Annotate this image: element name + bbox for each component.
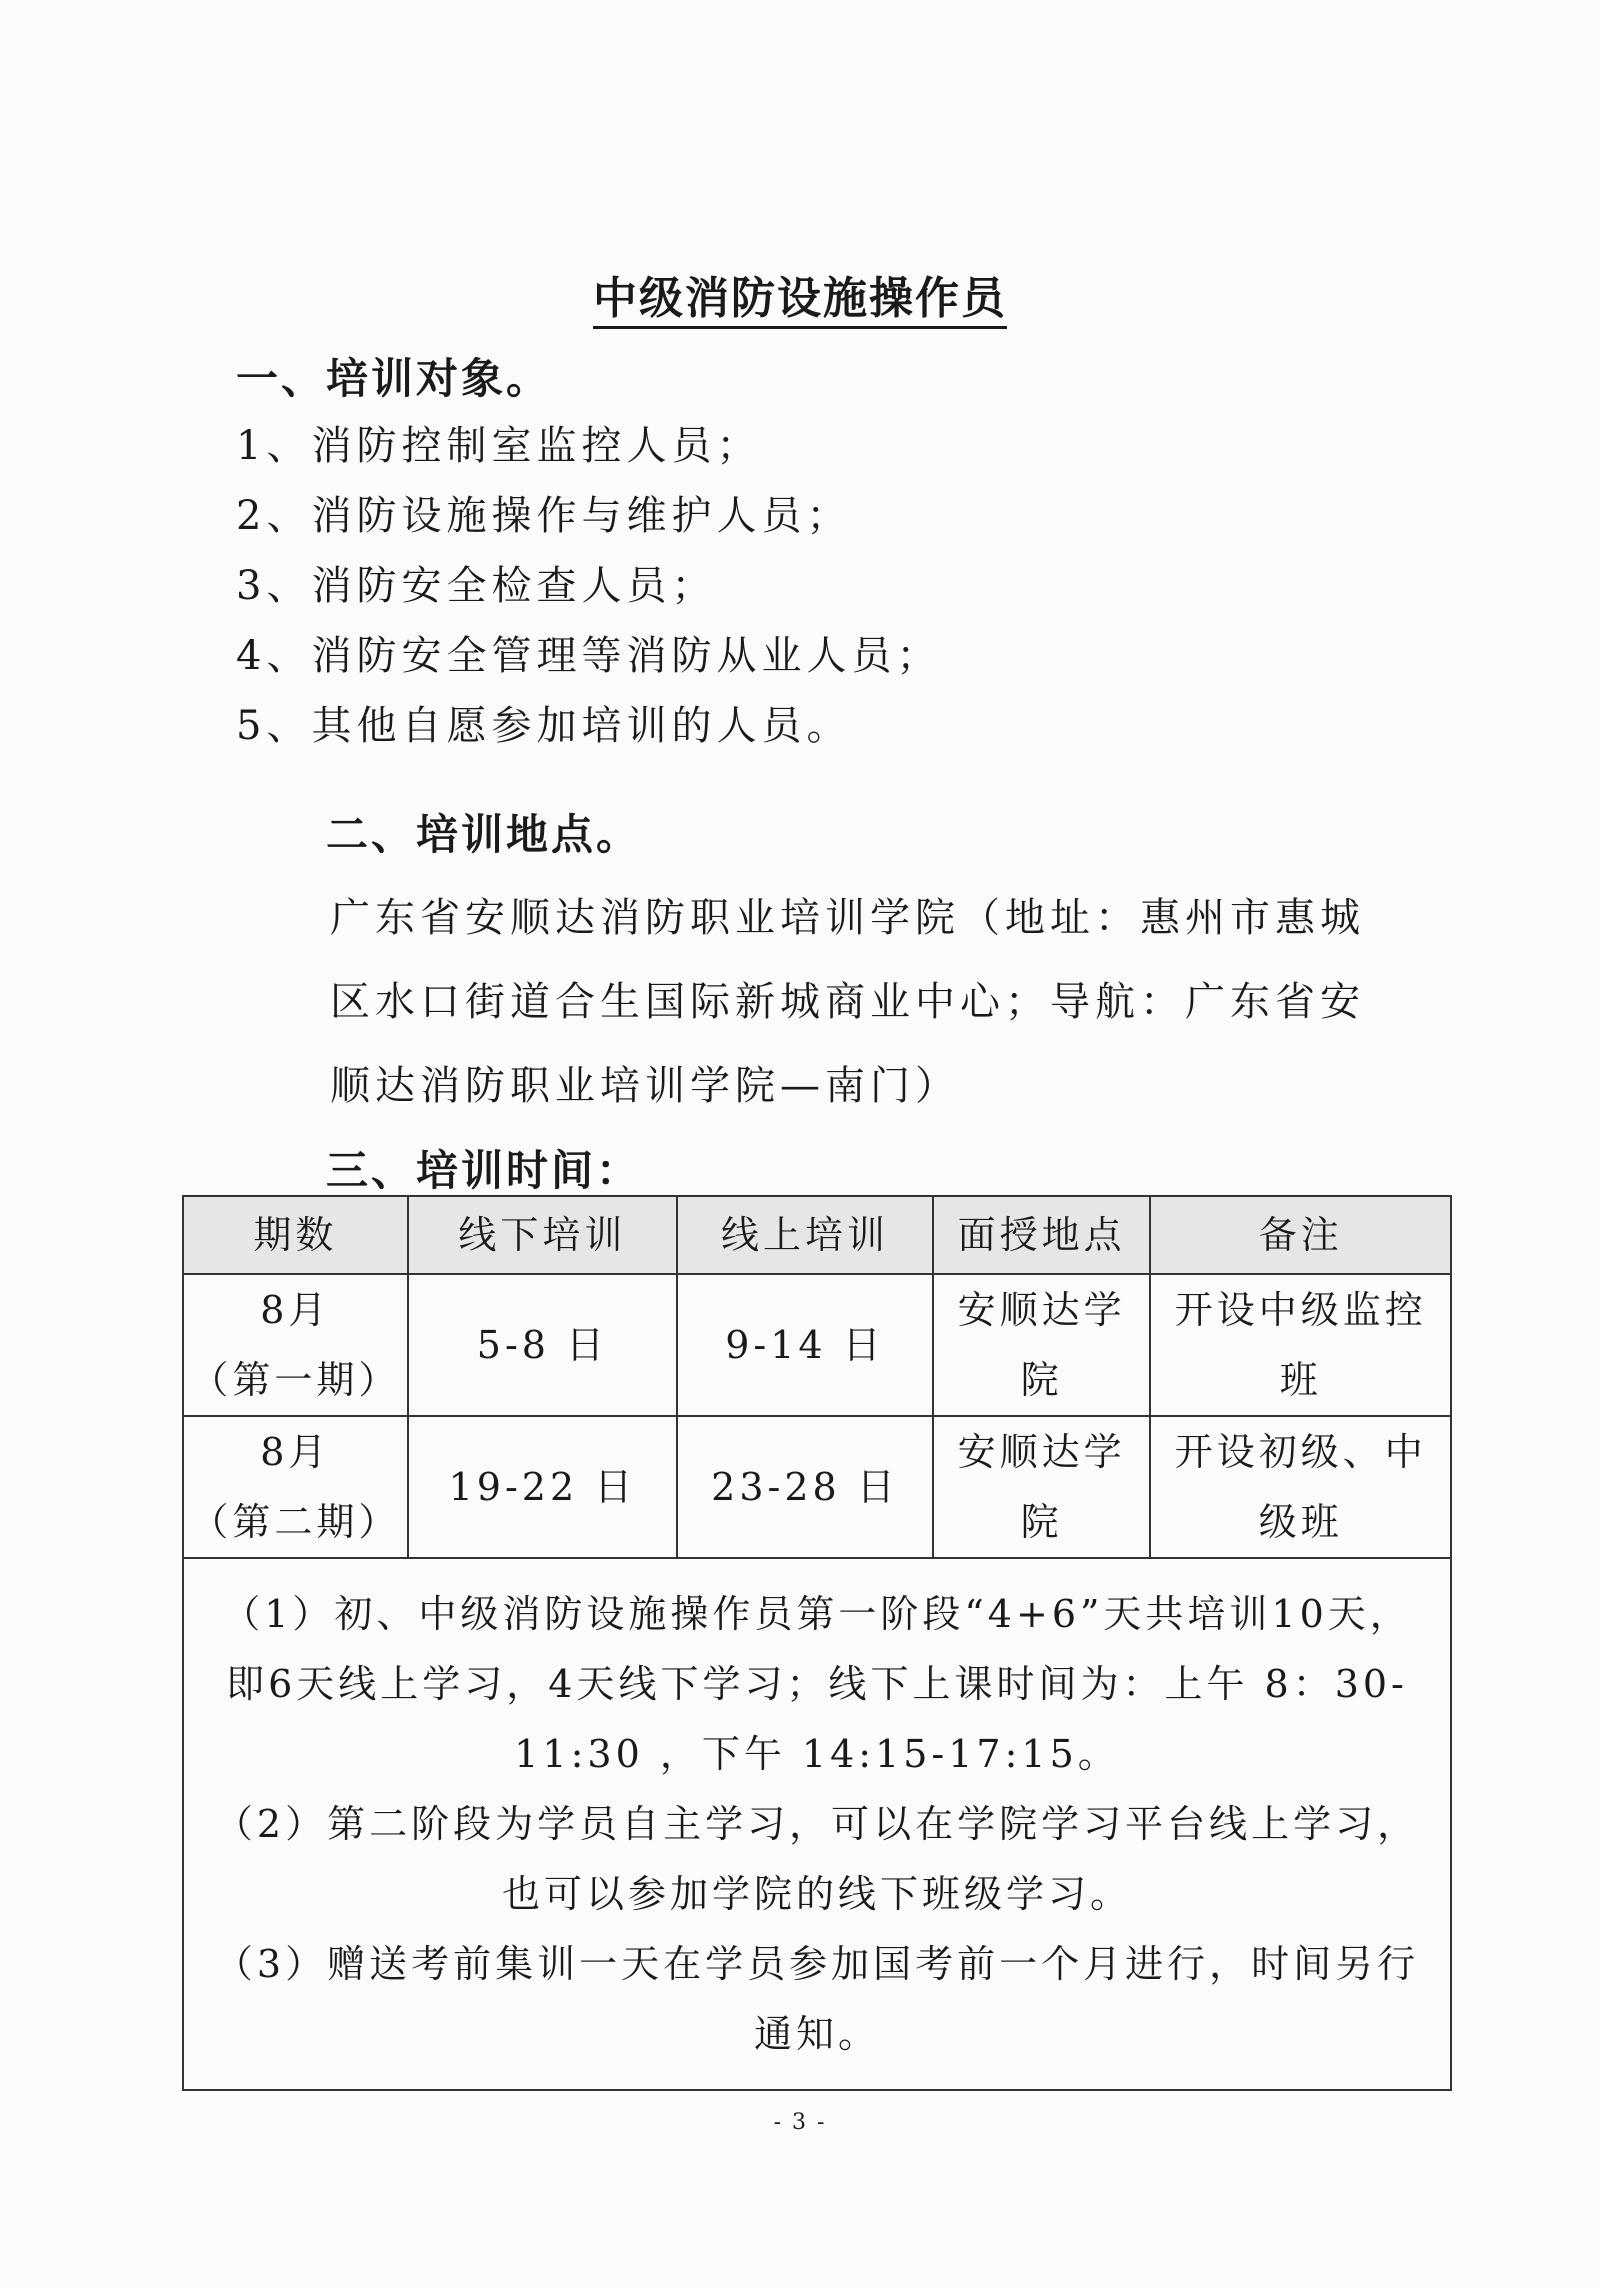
section-heading-location: 二、培训地点。 [326,810,642,859]
list-item: 5、其他自愿参加培训的人员。 [236,703,852,749]
section-heading-audience: 一、培训对象。 [236,354,552,403]
cell-period: 8月 （第一期） [183,1274,408,1416]
list-item: 1、消防控制室监控人员； [236,423,762,469]
location-text: 广东省安顺达消防职业培训学院（地址：惠州市惠城区水口街道合生国际新城商业中心；导航：广东省安顺达消防职业培训学院—南门） [330,895,1365,1109]
note-2: （2）第二阶段为学员自主学习，可以在学院学习平台线上学习，也可以参加学院的线下班级学习。 [214,1802,1420,1916]
cell-online: 23-28 日 [677,1416,933,1558]
page-number: - 3 - [773,2110,827,2135]
notes-cell [183,1558,1451,2090]
cell-offline: 19-22 日 [408,1416,678,1558]
section-heading-schedule: 三、培训时间： [326,1146,642,1195]
header-period: 期数 [183,1196,408,1274]
header-venue: 面授地点 [933,1196,1151,1274]
note-3: （3）赠送考前集训一天在学员参加国考前一个月进行，时间另行通知。 [214,1942,1420,2056]
location-paragraph [240,876,1400,1128]
table-notes-row [183,1558,1451,2090]
cell-venue: 安顺达学院 [933,1416,1151,1558]
header-remarks: 备注 [1150,1196,1451,1274]
cell-period: 8月 （第二期） [183,1416,408,1558]
table-row [183,1416,1451,1558]
list-item: 3、消防安全检查人员； [236,563,717,609]
header-online: 线上培训 [677,1196,933,1274]
cell-online: 9-14 日 [677,1274,933,1416]
header-offline: 线下培训 [408,1196,678,1274]
cell-remarks: 开设初级、中级班 [1150,1416,1451,1558]
cell-venue: 安顺达学院 [933,1274,1151,1416]
table-row [183,1274,1451,1416]
note-1: （1）初、中级消防设施操作员第一阶段“4+6”天共培训10天，即6天线上学习，4天线下学习；线下上课时间为：上午 8：30-11:30 ，下午 14:15-17:15。 [222,1592,1412,1776]
list-item: 4、消防安全管理等消防从业人员； [236,633,942,679]
cell-offline: 5-8 日 [408,1274,678,1416]
schedule-table [182,1195,1452,2091]
cell-remarks: 开设中级监控班 [1150,1274,1451,1416]
list-item: 2、消防设施操作与维护人员； [236,493,852,539]
document-title: 中级消防设施操作员 [0,262,1600,326]
table-header-row [183,1196,1451,1274]
